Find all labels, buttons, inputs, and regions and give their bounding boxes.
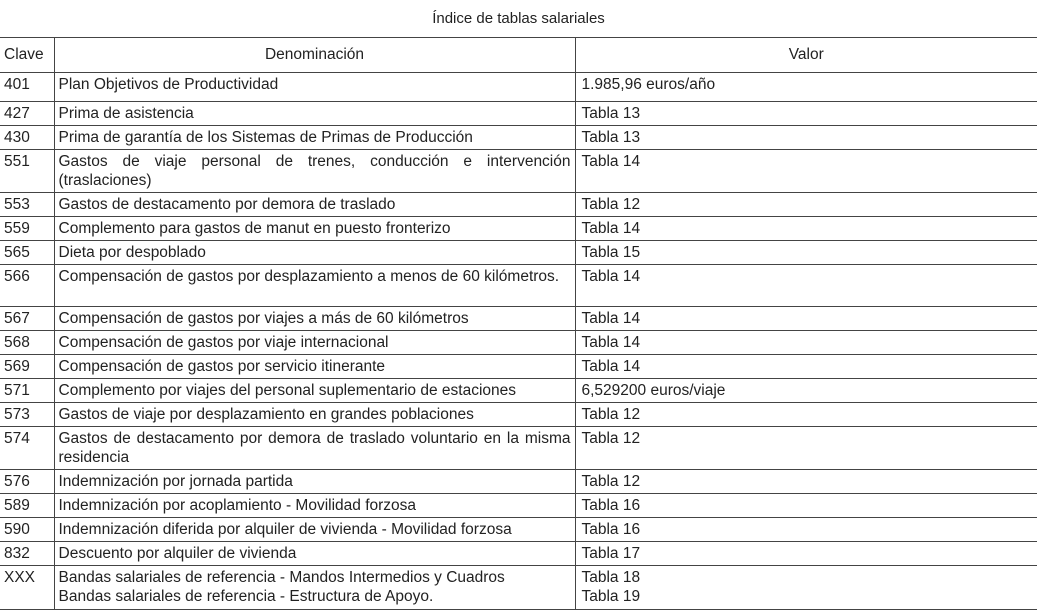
cell-valor <box>575 73 1037 102</box>
cell-clave: 566 <box>0 265 54 307</box>
table-row <box>0 217 1037 241</box>
cell-clave: 568 <box>0 331 54 355</box>
denominacion-text: Compensación de gastos por desplazamiento a menos de 60 kilómetros. <box>58 268 560 285</box>
cell-clave: XXX <box>0 566 54 610</box>
denominacion-text: Prima de garantía de los Sistemas de Primas de Producción <box>58 129 473 146</box>
table-row <box>0 126 1037 150</box>
cell-valor <box>575 126 1037 150</box>
cell-denominacion <box>54 379 575 403</box>
table-row <box>0 307 1037 331</box>
cell-clave: 574 <box>0 427 54 470</box>
cell-valor <box>575 307 1037 331</box>
cell-denominacion <box>54 518 575 542</box>
valor-text: Tabla 14 <box>581 310 641 327</box>
cell-valor <box>575 403 1037 427</box>
valor-text: Tabla 19 <box>581 588 641 605</box>
cell-denominacion <box>54 470 575 494</box>
valor-text: Tabla 14 <box>581 334 641 351</box>
cell-valor <box>575 542 1037 566</box>
cell-valor <box>575 518 1037 542</box>
valor-text: Tabla 12 <box>581 473 641 490</box>
cell-clave: 573 <box>0 403 54 427</box>
denominacion-text: Complemento por viajes del personal suplementario de estaciones <box>58 382 517 399</box>
denominacion-text: Compensación de gastos por servicio itinerante <box>58 358 386 375</box>
valor-text: Tabla 14 <box>581 153 641 170</box>
denominacion-text: Indemnización por acoplamiento - Movilidad forzosa <box>58 497 417 514</box>
salary-index-table <box>0 37 1037 610</box>
cell-denominacion <box>54 265 575 307</box>
cell-valor <box>575 566 1037 610</box>
denominacion-text: Indemnización diferida por alquiler de vivienda - Movilidad forzosa <box>58 521 512 538</box>
table-row <box>0 150 1037 193</box>
table-row <box>0 542 1037 566</box>
cell-clave: 559 <box>0 217 54 241</box>
denominacion-text: Plan Objetivos de Productividad <box>58 76 279 93</box>
cell-denominacion <box>54 355 575 379</box>
cell-clave: 427 <box>0 102 54 126</box>
cell-valor <box>575 470 1037 494</box>
valor-text: Tabla 16 <box>581 497 641 514</box>
cell-denominacion <box>54 193 575 217</box>
cell-denominacion <box>54 150 575 193</box>
cell-clave: 576 <box>0 470 54 494</box>
denominacion-text: Gastos de destacamento por demora de traslado voluntario en la misma residencia <box>58 430 571 466</box>
valor-text: Tabla 17 <box>581 545 641 562</box>
table-row <box>0 403 1037 427</box>
denominacion-text: Compensación de gastos por viaje internacional <box>58 334 389 351</box>
table-row <box>0 379 1037 403</box>
valor-text: Tabla 14 <box>581 220 641 237</box>
cell-valor <box>575 193 1037 217</box>
table-row <box>0 494 1037 518</box>
table-row <box>0 265 1037 307</box>
valor-text: Tabla 12 <box>581 430 641 447</box>
denominacion-text: Compensación de gastos por viajes a más de 60 kilómetros <box>58 310 469 327</box>
cell-clave: 553 <box>0 193 54 217</box>
table-title: Índice de tablas salariales <box>432 10 605 27</box>
cell-denominacion <box>54 331 575 355</box>
cell-clave: 832 <box>0 542 54 566</box>
cell-clave: 590 <box>0 518 54 542</box>
header-clave: Clave <box>0 38 54 73</box>
cell-denominacion <box>54 217 575 241</box>
cell-clave: 551 <box>0 150 54 193</box>
table-row <box>0 518 1037 542</box>
table-body <box>0 73 1037 610</box>
cell-clave: 567 <box>0 307 54 331</box>
table-row <box>0 566 1037 610</box>
valor-text: Tabla 13 <box>581 129 641 146</box>
table-row <box>0 73 1037 102</box>
cell-valor <box>575 379 1037 403</box>
valor-text: Tabla 14 <box>581 268 641 285</box>
denominacion-text: Dieta por despoblado <box>58 244 206 261</box>
cell-denominacion <box>54 307 575 331</box>
cell-clave: 569 <box>0 355 54 379</box>
valor-text: Tabla 14 <box>581 358 641 375</box>
cell-clave: 565 <box>0 241 54 265</box>
header-row <box>0 38 1037 73</box>
valor-text: Tabla 12 <box>581 406 641 423</box>
cell-clave: 401 <box>0 73 54 102</box>
cell-denominacion <box>54 73 575 102</box>
cell-valor <box>575 427 1037 470</box>
cell-denominacion <box>54 241 575 265</box>
valor-text: 1.985,96 euros/año <box>581 76 716 93</box>
cell-valor <box>575 241 1037 265</box>
valor-text: Tabla 16 <box>581 521 641 538</box>
valor-text: 6,529200 euros/viaje <box>581 382 726 399</box>
table-row <box>0 331 1037 355</box>
table-row <box>0 427 1037 470</box>
cell-denominacion <box>54 427 575 470</box>
cell-valor <box>575 102 1037 126</box>
table-row <box>0 193 1037 217</box>
denominacion-text: Gastos de destacamento por demora de traslado <box>58 196 396 213</box>
denominacion-text: Complemento para gastos de manut en puesto fronterizo <box>58 220 451 237</box>
valor-text: Tabla 15 <box>581 244 641 261</box>
cell-clave: 571 <box>0 379 54 403</box>
cell-denominacion <box>54 542 575 566</box>
cell-clave: 430 <box>0 126 54 150</box>
cell-denominacion <box>54 403 575 427</box>
cell-valor <box>575 355 1037 379</box>
valor-text: Tabla 18 <box>581 569 641 586</box>
valor-text: Tabla 12 <box>581 196 641 213</box>
cell-denominacion <box>54 494 575 518</box>
header-denominacion: Denominación <box>54 38 575 73</box>
table-row <box>0 102 1037 126</box>
denominacion-text: Gastos de viaje por desplazamiento en grandes poblaciones <box>58 406 474 423</box>
cell-valor <box>575 217 1037 241</box>
cell-valor <box>575 494 1037 518</box>
table-row <box>0 355 1037 379</box>
cell-denominacion <box>54 566 575 610</box>
denominacion-text: Prima de asistencia <box>58 105 194 122</box>
cell-denominacion <box>54 126 575 150</box>
cell-valor <box>575 331 1037 355</box>
denominacion-text: Bandas salariales de referencia - Estructura de Apoyo. <box>58 588 434 605</box>
table-row <box>0 241 1037 265</box>
header-valor: Valor <box>575 38 1037 73</box>
denominacion-text: Gastos de viaje personal de trenes, conducción e intervención (traslaciones) <box>58 153 571 189</box>
valor-text: Tabla 13 <box>581 105 641 122</box>
denominacion-text: Descuento por alquiler de vivienda <box>58 545 297 562</box>
cell-denominacion <box>54 102 575 126</box>
cell-valor <box>575 265 1037 307</box>
cell-clave: 589 <box>0 494 54 518</box>
denominacion-text: Indemnización por jornada partida <box>58 473 293 490</box>
table-row <box>0 470 1037 494</box>
denominacion-text: Bandas salariales de referencia - Mandos Intermedios y Cuadros <box>58 569 505 586</box>
cell-valor <box>575 150 1037 193</box>
